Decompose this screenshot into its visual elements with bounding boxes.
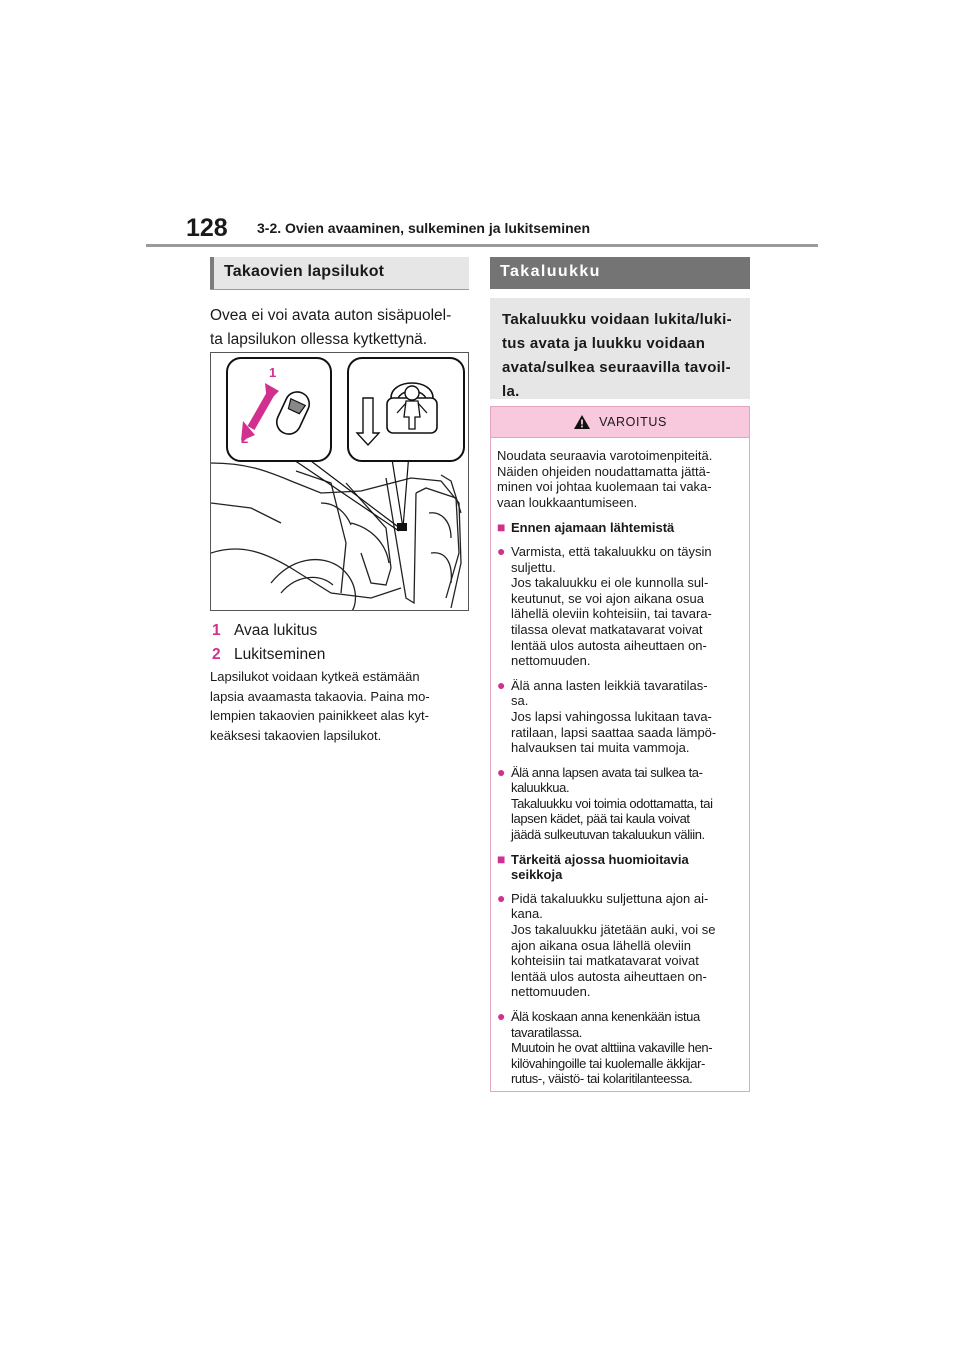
left-column [210, 257, 469, 352]
warning-line: vaan loukkaantumiseen. [497, 494, 638, 510]
legend-label: Avaa lukitus [234, 622, 318, 639]
bullet-line: Varmista, että takaluukku on täysin [511, 543, 712, 559]
bullet-line: sa. [511, 693, 529, 709]
warning-body [491, 438, 749, 1087]
right-column [490, 257, 750, 289]
warning-bullet [497, 765, 743, 843]
child-lock-illustration [210, 352, 469, 611]
child-lock-icon [387, 383, 437, 433]
warning-title: VAROITUS [599, 415, 667, 429]
bullet-dot-icon: ● [497, 676, 506, 693]
note-line: lapsia avaamasta takaovia. Paina mo- [210, 688, 430, 704]
intro-text [210, 304, 469, 352]
bullet-dot-icon: ● [497, 542, 506, 559]
bullet-line: nettomuuden. [511, 984, 591, 1000]
intro-line: Ovea ei voi avata auton sisäpuolel- [210, 307, 452, 324]
figure-legend [212, 619, 469, 667]
bullet-line: Älä koskaan anna kenenkään istua [511, 1009, 700, 1024]
warning-triangle-icon [573, 414, 591, 430]
section-title: 3-2. Ovien avaaminen, sulkeminen ja lukitseminen [257, 220, 591, 236]
lead-line: Takaluukku voidaan lukita/luki- [502, 311, 732, 328]
legend-item-1 [212, 619, 469, 643]
warning-line: Näiden ohjeiden noudattamatta jättä- [497, 463, 711, 479]
lead-line: tus avata ja luukku voidaan [502, 335, 706, 352]
bullet-line: Älä anna lasten leikkiä tavaratilas- [511, 677, 708, 693]
warning-bullet [497, 544, 743, 669]
bullet-line: Jos lapsi vahingossa lukitaan tava- [511, 708, 712, 724]
square-bullet-icon: ■ [497, 850, 506, 867]
bullet-line: Jos takaluukku jätetään auki, voi se [511, 922, 716, 938]
bullet-line: Älä anna lapsen avata tai sulkea ta- [511, 764, 703, 780]
warning-box [490, 406, 750, 1092]
child-lock-heading: Takaovien lapsilukot [210, 257, 469, 289]
bullet-line: suljettu. [511, 559, 556, 575]
heading-rule [210, 289, 469, 290]
warning-header [491, 407, 749, 438]
callout-2: 2 [241, 431, 249, 446]
square-bullet-icon: ■ [497, 519, 506, 536]
intro-line: ta lapsilukon ollessa kytkettynä. [210, 331, 428, 348]
page-number: 128 [186, 214, 228, 242]
bullet-line: tavaratilassa. [511, 1024, 582, 1040]
bullet-line: lentää ulos autosta aiheuttaen on- [511, 637, 707, 653]
bullet-dot-icon: ● [497, 763, 506, 780]
bullet-line: halvauksen tai muita vammoja. [511, 740, 690, 756]
bullet-line: kilövahingoille tai kuolemalle äkkijar- [511, 1055, 705, 1071]
bullet-line: lähellä oleviin kohteisiin, tai tavara- [511, 606, 712, 622]
subheading-text: Tärkeitä ajossa huomioitavia [511, 851, 689, 867]
tailgate-heading: Takaluukku [490, 257, 750, 289]
note-line: Lapsilukot voidaan kytkeä estämään [210, 669, 420, 684]
warning-line: Noudata seuraavia varotoimenpiteitä. [497, 448, 713, 463]
note-line: keäksesi takaovien lapsilukot. [210, 727, 382, 743]
legend-label: Lukitseminen [234, 646, 326, 663]
subheading-text: Ennen ajamaan lähtemistä [511, 520, 675, 536]
bullet-dot-icon: ● [497, 889, 506, 906]
legend-num: 1 [212, 622, 221, 639]
subheading-text: seikkoja [511, 867, 563, 883]
warning-bullet [497, 678, 743, 756]
note-line: lempien takaovien painikkeet alas kyt- [210, 708, 429, 723]
bullet-line: Jos takaluukku ei ole kunnolla sul- [511, 575, 709, 591]
warning-intro [497, 448, 743, 510]
bullet-line: keutunut, se voi ajon aikana osua [511, 590, 704, 606]
tailgate-lead [490, 298, 750, 399]
legend-num: 2 [212, 646, 221, 663]
bullet-line: lentää ulos autosta aiheuttaen on- [511, 968, 707, 984]
bullet-line: ajon aikana osua lähellä oleviin [511, 937, 691, 953]
callout-1: 1 [269, 365, 277, 380]
legend-item-2 [212, 643, 469, 667]
header-rule [146, 244, 818, 247]
bullet-line: tilassa olevat matkatavarat voivat [511, 621, 703, 637]
warning-line: minen voi johtaa kuolemaan tai vaka- [497, 479, 712, 495]
lead-line: la. [502, 383, 520, 400]
warning-bullet [497, 891, 743, 1000]
warning-subheading [497, 520, 743, 536]
warning-bullet [497, 1009, 743, 1087]
bullet-dot-icon: ● [497, 1008, 506, 1024]
bullet-line: kana. [511, 906, 543, 922]
bullet-line: lapsen kädet, pää tai kaula voivat [511, 811, 690, 827]
bullet-line: nettomuuden. [511, 653, 591, 669]
bullet-line: rutus-, väistö- tai kolaritilanteessa. [511, 1071, 693, 1087]
bullet-line: kaluukkua. [511, 780, 570, 796]
warning-subheading [497, 852, 743, 883]
bullet-line: Muutoin he ovat alttiina vakaville hen- [511, 1040, 713, 1056]
door-illustration-svg [211, 353, 469, 611]
child-lock-note [210, 667, 469, 745]
bullet-line: ratilaan, lapsi saattaa saada lämpö- [511, 724, 717, 740]
bullet-line: kohteisiin tai matkatavarat voivat [511, 953, 699, 969]
lead-line: avata/sulkea seuraavilla tavoil- [502, 359, 731, 376]
bullet-line: Pidä takaluukku suljettuna ajon ai- [511, 890, 709, 906]
bullet-line: jäädä sulkeutuvan takaluukun väliin. [511, 827, 705, 843]
bullet-line: Takaluukku voi toimia odottamatta, tai [511, 795, 713, 811]
